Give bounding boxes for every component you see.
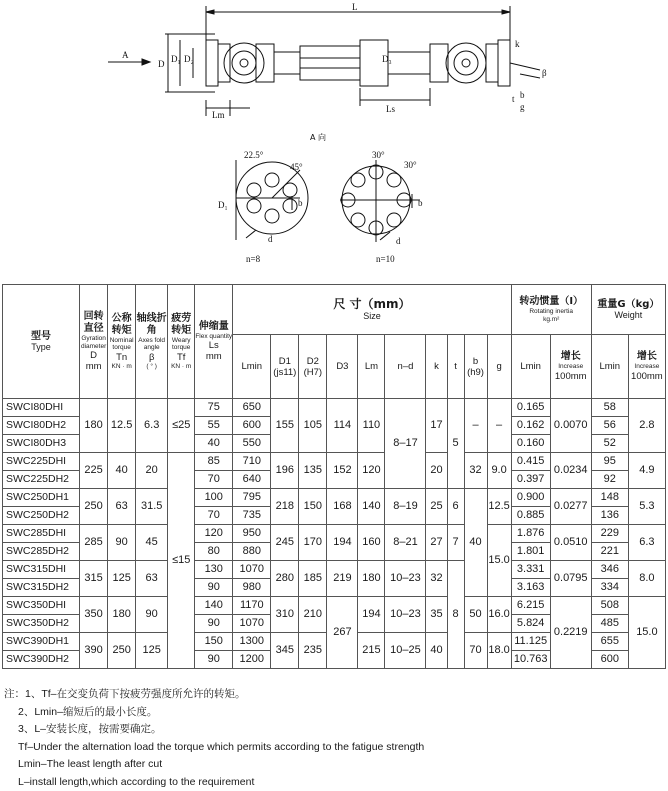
dim-D: D xyxy=(158,59,165,69)
table-cell: 3.331 xyxy=(511,561,550,579)
col-flex xyxy=(195,285,233,399)
table-cell: 125 xyxy=(108,561,136,597)
cell-model: SWCI80DH2 xyxy=(3,417,80,435)
table-cell: 2.8 xyxy=(628,399,665,453)
sub-w-lmin xyxy=(591,335,628,399)
table-cell: 90 xyxy=(195,579,233,597)
table-cell: 0.2219 xyxy=(550,597,591,669)
header-text: Axes fold angle xyxy=(136,337,167,352)
note-en-2: Lmin–The least length after cut xyxy=(4,756,664,774)
table-cell: 285 xyxy=(80,525,108,561)
sub-nd xyxy=(385,335,426,399)
table-cell: 95 xyxy=(591,453,628,471)
header-text: 疲劳转矩 xyxy=(168,313,194,337)
table-cell: 55 xyxy=(195,417,233,435)
table-cell: 40 xyxy=(108,453,136,489)
col-size xyxy=(233,285,511,335)
table-cell: 0.0510 xyxy=(550,525,591,561)
cell-model: SWCI80DH3 xyxy=(3,435,80,453)
table-row xyxy=(3,525,666,543)
table-cell: 15.0 xyxy=(487,525,511,597)
header-text: n–d xyxy=(385,361,425,372)
cell-model: SWC350DH2 xyxy=(3,615,80,633)
header-text: 尺 寸（mm） xyxy=(333,297,410,311)
table-row xyxy=(3,597,666,615)
cell-model: SWC285DH2 xyxy=(3,543,80,561)
cell-model: SWC225DHI xyxy=(3,453,80,471)
dim-D2: D₂ xyxy=(184,54,194,64)
table-cell: 148 xyxy=(591,489,628,507)
sub-g xyxy=(487,335,511,399)
col-weary xyxy=(168,285,195,399)
sub-w-inc xyxy=(628,335,665,399)
table-cell: 6.215 xyxy=(511,597,550,615)
table-cell: 710 xyxy=(233,453,271,471)
table-cell: 40 xyxy=(426,633,447,669)
table-cell: 8–21 xyxy=(385,525,426,561)
table-cell: 90 xyxy=(136,597,168,633)
header-text: Weight xyxy=(592,311,665,320)
header-text: D2 xyxy=(299,356,326,367)
table-cell: 16.0 xyxy=(487,597,511,633)
header-text: Tf xyxy=(168,352,194,363)
cell-model: SWC390DH1 xyxy=(3,633,80,651)
table-cell: 120 xyxy=(195,525,233,543)
table-cell: 0.0277 xyxy=(550,489,591,525)
sub-b xyxy=(464,335,487,399)
table-cell: 32 xyxy=(426,561,447,597)
table-cell: 10–23 xyxy=(385,597,426,633)
table-cell: 140 xyxy=(195,597,233,615)
table-cell: 85 xyxy=(195,453,233,471)
table-cell: 170 xyxy=(299,525,327,561)
header-text: Tn xyxy=(108,352,135,363)
table-cell: 160 xyxy=(358,525,385,561)
cell-model: SWC285DHI xyxy=(3,525,80,543)
table-cell: 4.9 xyxy=(628,453,665,489)
cardan-shaft-diagram xyxy=(0,0,668,282)
v2-b: b xyxy=(418,198,423,208)
header-text: (H7) xyxy=(299,367,326,378)
v1-b: b xyxy=(298,198,303,208)
cell-model: SWC315DHI xyxy=(3,561,80,579)
table-cell: 0.415 xyxy=(511,453,550,471)
table-cell: 280 xyxy=(271,561,299,597)
table-cell: 80 xyxy=(195,543,233,561)
table-cell: 1.801 xyxy=(511,543,550,561)
table-cell: 334 xyxy=(591,579,628,597)
col-inertia xyxy=(511,285,591,335)
table-cell: 130 xyxy=(195,561,233,579)
header-text: Gyration diameter xyxy=(80,335,107,350)
table-cell: 350 xyxy=(80,597,108,633)
table-cell: 1070 xyxy=(233,561,271,579)
sub-d1 xyxy=(271,335,299,399)
table-cell: 150 xyxy=(195,633,233,651)
table-cell: 5 xyxy=(447,399,464,489)
spec-table xyxy=(2,284,666,669)
table-cell: 229 xyxy=(591,525,628,543)
table-cell: 12.5 xyxy=(487,489,511,525)
table-cell: 640 xyxy=(233,471,271,489)
table-cell: 168 xyxy=(327,489,358,525)
table-cell: 980 xyxy=(233,579,271,597)
v1-d: d xyxy=(268,234,273,244)
table-cell: 600 xyxy=(591,651,628,669)
dim-D3: D₃ xyxy=(382,54,392,64)
table-cell: 114 xyxy=(327,399,358,453)
table-cell: 210 xyxy=(299,597,327,633)
header-text: Flex quantity xyxy=(195,333,232,341)
table-cell: 125 xyxy=(136,633,168,669)
header-text: 型号 xyxy=(3,331,79,343)
table-cell: 650 xyxy=(233,399,271,417)
header-text: mm xyxy=(195,351,232,362)
table-cell: 40 xyxy=(195,435,233,453)
dim-beta: β xyxy=(542,68,547,78)
header-text: D3 xyxy=(327,361,357,372)
v1-caption: n=8 xyxy=(246,254,261,264)
cell-model: SWC390DH2 xyxy=(3,651,80,669)
dim-Lm: Lm xyxy=(212,110,225,120)
table-cell: 45 xyxy=(136,525,168,561)
header-text: Lmin xyxy=(592,361,628,372)
table-cell: 950 xyxy=(233,525,271,543)
table-cell: 35 xyxy=(426,597,447,633)
table-cell: 655 xyxy=(591,633,628,651)
table-cell: 10–23 xyxy=(385,561,426,597)
header-text: Type xyxy=(3,343,79,352)
table-cell: 0.162 xyxy=(511,417,550,435)
header-text: 100mm xyxy=(551,371,591,382)
table-cell: 1070 xyxy=(233,615,271,633)
table-cell: 12.5 xyxy=(108,399,136,453)
table-cell: 6.3 xyxy=(628,525,665,561)
table-cell: 32 xyxy=(464,453,487,489)
table-cell: 6.3 xyxy=(136,399,168,453)
table-cell: 31.5 xyxy=(136,489,168,525)
table-cell: 27 xyxy=(426,525,447,561)
table-cell: 52 xyxy=(591,435,628,453)
table-cell: 0.900 xyxy=(511,489,550,507)
v1-angle1: 22.5° xyxy=(244,150,264,160)
header-text: 转动惯量（I） xyxy=(512,296,591,308)
col-torque xyxy=(108,285,136,399)
table-cell: 70 xyxy=(195,471,233,489)
sub-t xyxy=(447,335,464,399)
table-cell: 63 xyxy=(136,561,168,597)
table-cell: 3.163 xyxy=(511,579,550,597)
cell-model: SWC225DH2 xyxy=(3,471,80,489)
table-cell: 180 xyxy=(358,561,385,597)
table-cell: 50 xyxy=(464,597,487,633)
header-text: Nominal torque xyxy=(108,337,135,352)
header-text: 回转直径 xyxy=(80,311,107,335)
table-cell: 315 xyxy=(80,561,108,597)
table-cell: 18.0 xyxy=(487,633,511,669)
col-type xyxy=(3,285,80,399)
v2-angle2: 30° xyxy=(404,160,417,170)
header-text: 公称转矩 xyxy=(108,313,135,337)
dim-Ls: Ls xyxy=(386,104,395,114)
table-row xyxy=(3,489,666,507)
table-cell: 0.0795 xyxy=(550,561,591,597)
table-cell: 1300 xyxy=(233,633,271,651)
sub-lmin xyxy=(233,335,271,399)
table-cell: 105 xyxy=(299,399,327,453)
table-cell: 0.160 xyxy=(511,435,550,453)
table-cell: – xyxy=(487,399,511,453)
header-text: kg.m² xyxy=(512,316,591,324)
dim-g: g xyxy=(520,102,525,112)
dim-b: b xyxy=(520,90,525,100)
table-cell: 135 xyxy=(299,453,327,489)
v2-angle1: 30° xyxy=(372,150,385,160)
col-weight xyxy=(591,285,665,335)
note-en-3: L–install length,which according to the requirement xyxy=(4,774,664,791)
table-cell: 90 xyxy=(195,615,233,633)
table-cell: 15.0 xyxy=(628,597,665,669)
header-text: Ls xyxy=(195,340,232,351)
table-cell: 63 xyxy=(108,489,136,525)
sub-i-inc xyxy=(550,335,591,399)
table-cell: 20 xyxy=(426,453,447,489)
table-cell: 880 xyxy=(233,543,271,561)
table-cell: 346 xyxy=(591,561,628,579)
table-cell: 185 xyxy=(299,561,327,597)
table-cell: 194 xyxy=(327,525,358,561)
table-cell: 219 xyxy=(327,561,358,597)
table-cell: 5.824 xyxy=(511,615,550,633)
table-cell: 150 xyxy=(299,489,327,525)
table-cell: 196 xyxy=(271,453,299,489)
table-row xyxy=(3,399,666,417)
cell-model: SWC250DH1 xyxy=(3,489,80,507)
table-cell: 20 xyxy=(136,453,168,489)
table-cell: 1170 xyxy=(233,597,271,615)
table-cell: 267 xyxy=(327,597,358,669)
table-cell: 90 xyxy=(195,651,233,669)
cell-model: SWC250DH2 xyxy=(3,507,80,525)
table-cell: 25 xyxy=(426,489,447,525)
col-axes xyxy=(136,285,168,399)
table-cell: 7 xyxy=(447,525,464,561)
sub-i-lmin xyxy=(511,335,550,399)
dim-D1: D₁ xyxy=(171,54,181,64)
table-cell: 92 xyxy=(591,471,628,489)
sub-lm xyxy=(358,335,385,399)
table-cell: 5.3 xyxy=(628,489,665,525)
header-text: t xyxy=(448,361,464,372)
table-cell: 1.876 xyxy=(511,525,550,543)
view-a-label: A 向 xyxy=(310,132,326,142)
table-cell: 345 xyxy=(271,633,299,669)
note-en-1: Tf–Under the alternation load the torque which permits according to the fatigue strength xyxy=(4,739,664,757)
table-cell: 70 xyxy=(464,633,487,669)
header-text: D xyxy=(80,350,107,361)
table-cell: 70 xyxy=(195,507,233,525)
table-cell: 221 xyxy=(591,543,628,561)
table-cell: 6 xyxy=(447,489,464,525)
dim-A: A xyxy=(122,50,129,60)
header-text: b xyxy=(465,356,487,367)
cell-model: SWC350DHI xyxy=(3,597,80,615)
table-cell: 0.885 xyxy=(511,507,550,525)
table-cell: 10.763 xyxy=(511,651,550,669)
table-cell: ≤15 xyxy=(168,453,195,669)
table-cell: 1200 xyxy=(233,651,271,669)
v1-angle2: 45° xyxy=(290,162,303,172)
table-cell: 155 xyxy=(271,399,299,453)
cell-model: SWCI80DHI xyxy=(3,399,80,417)
header-text: Increase xyxy=(551,363,591,371)
header-text: mm xyxy=(80,361,107,372)
table-cell: 194 xyxy=(358,597,385,633)
table-cell: 245 xyxy=(271,525,299,561)
header-text: (js11) xyxy=(271,367,298,378)
table-cell: 600 xyxy=(233,417,271,435)
table-cell: 225 xyxy=(80,453,108,489)
table-cell: 218 xyxy=(271,489,299,525)
table-cell: 250 xyxy=(108,633,136,669)
table-cell: 136 xyxy=(591,507,628,525)
table-cell: 180 xyxy=(108,597,136,633)
sub-k xyxy=(426,335,447,399)
header-text: 轴线折角 xyxy=(136,313,167,337)
table-cell: 0.0234 xyxy=(550,453,591,489)
shaft-drawing xyxy=(0,0,668,282)
table-cell: 0.0070 xyxy=(550,399,591,453)
note-2: 2、Lmin–缩短后的最小长度。 xyxy=(4,704,664,722)
header-text: 100mm xyxy=(629,371,665,382)
table-row xyxy=(3,561,666,579)
header-text: 增长 xyxy=(629,351,665,363)
table-cell: 8.0 xyxy=(628,561,665,597)
table-cell: 390 xyxy=(80,633,108,669)
header-text: 重量G（kg） xyxy=(592,299,665,311)
note-3: 3、L–安装长度，按需要确定。 xyxy=(4,721,664,739)
header-text: 增长 xyxy=(551,351,591,363)
cell-model: SWC315DH2 xyxy=(3,579,80,597)
table-cell: 735 xyxy=(233,507,271,525)
table-cell: 0.397 xyxy=(511,471,550,489)
header-text: KN · m xyxy=(168,363,194,371)
table-cell: 508 xyxy=(591,597,628,615)
dim-t: t xyxy=(512,94,515,104)
v2-d: d xyxy=(396,236,401,246)
dim-L: L xyxy=(352,2,358,12)
table-cell: 310 xyxy=(271,597,299,633)
table-cell: 40 xyxy=(464,489,487,597)
v2-caption: n=10 xyxy=(376,254,395,264)
table-cell: ≤25 xyxy=(168,399,195,453)
table-cell: – xyxy=(464,399,487,453)
header-text: g xyxy=(488,361,511,372)
table-cell: 100 xyxy=(195,489,233,507)
table-cell: 0.165 xyxy=(511,399,550,417)
table-cell: 215 xyxy=(358,633,385,669)
header-text: β xyxy=(136,352,167,363)
table-cell: 17 xyxy=(426,399,447,453)
table-cell: 795 xyxy=(233,489,271,507)
table-cell: 110 xyxy=(358,399,385,453)
header-text: Size xyxy=(233,312,510,321)
header-text: KN · m xyxy=(108,363,135,371)
table-row xyxy=(3,453,666,471)
header-text: ( ° ) xyxy=(136,363,167,371)
header-text: 伸缩量 xyxy=(195,321,232,333)
table-cell: 75 xyxy=(195,399,233,417)
table-cell: 10–25 xyxy=(385,633,426,669)
table-cell: 11.125 xyxy=(511,633,550,651)
header-text: D1 xyxy=(271,356,298,367)
table-cell: 152 xyxy=(327,453,358,489)
header-text: Rotating inertia xyxy=(512,308,591,316)
table-cell: 9.0 xyxy=(487,453,511,489)
footnotes xyxy=(4,686,664,791)
header-text: (h9) xyxy=(465,367,487,378)
header-text: k xyxy=(426,361,446,372)
table-cell: 8 xyxy=(447,561,464,669)
header-text: Increase xyxy=(629,363,665,371)
table-cell: 90 xyxy=(108,525,136,561)
table-cell: 120 xyxy=(358,453,385,489)
table-cell: 58 xyxy=(591,399,628,417)
note-1: 注：1、Tf–在交变负荷下按疲劳强度所允许的转矩。 xyxy=(4,686,664,704)
table-cell: 485 xyxy=(591,615,628,633)
table-cell: 8–19 xyxy=(385,489,426,525)
header-text: Lm xyxy=(358,361,384,372)
table-cell: 8–17 xyxy=(385,399,426,489)
sub-d2 xyxy=(299,335,327,399)
sub-d3 xyxy=(327,335,358,399)
dim-k: k xyxy=(515,39,520,49)
table-cell: 235 xyxy=(299,633,327,669)
header-text: Lmin xyxy=(233,361,270,372)
v1-D1: D₁ xyxy=(218,200,228,210)
table-cell: 56 xyxy=(591,417,628,435)
header-text: Weary torque xyxy=(168,337,194,352)
table-cell: 140 xyxy=(358,489,385,525)
header-text: Lmin xyxy=(512,361,550,372)
table-cell: 250 xyxy=(80,489,108,525)
table-cell: 550 xyxy=(233,435,271,453)
table-cell: 180 xyxy=(80,399,108,453)
col-gyration xyxy=(80,285,108,399)
